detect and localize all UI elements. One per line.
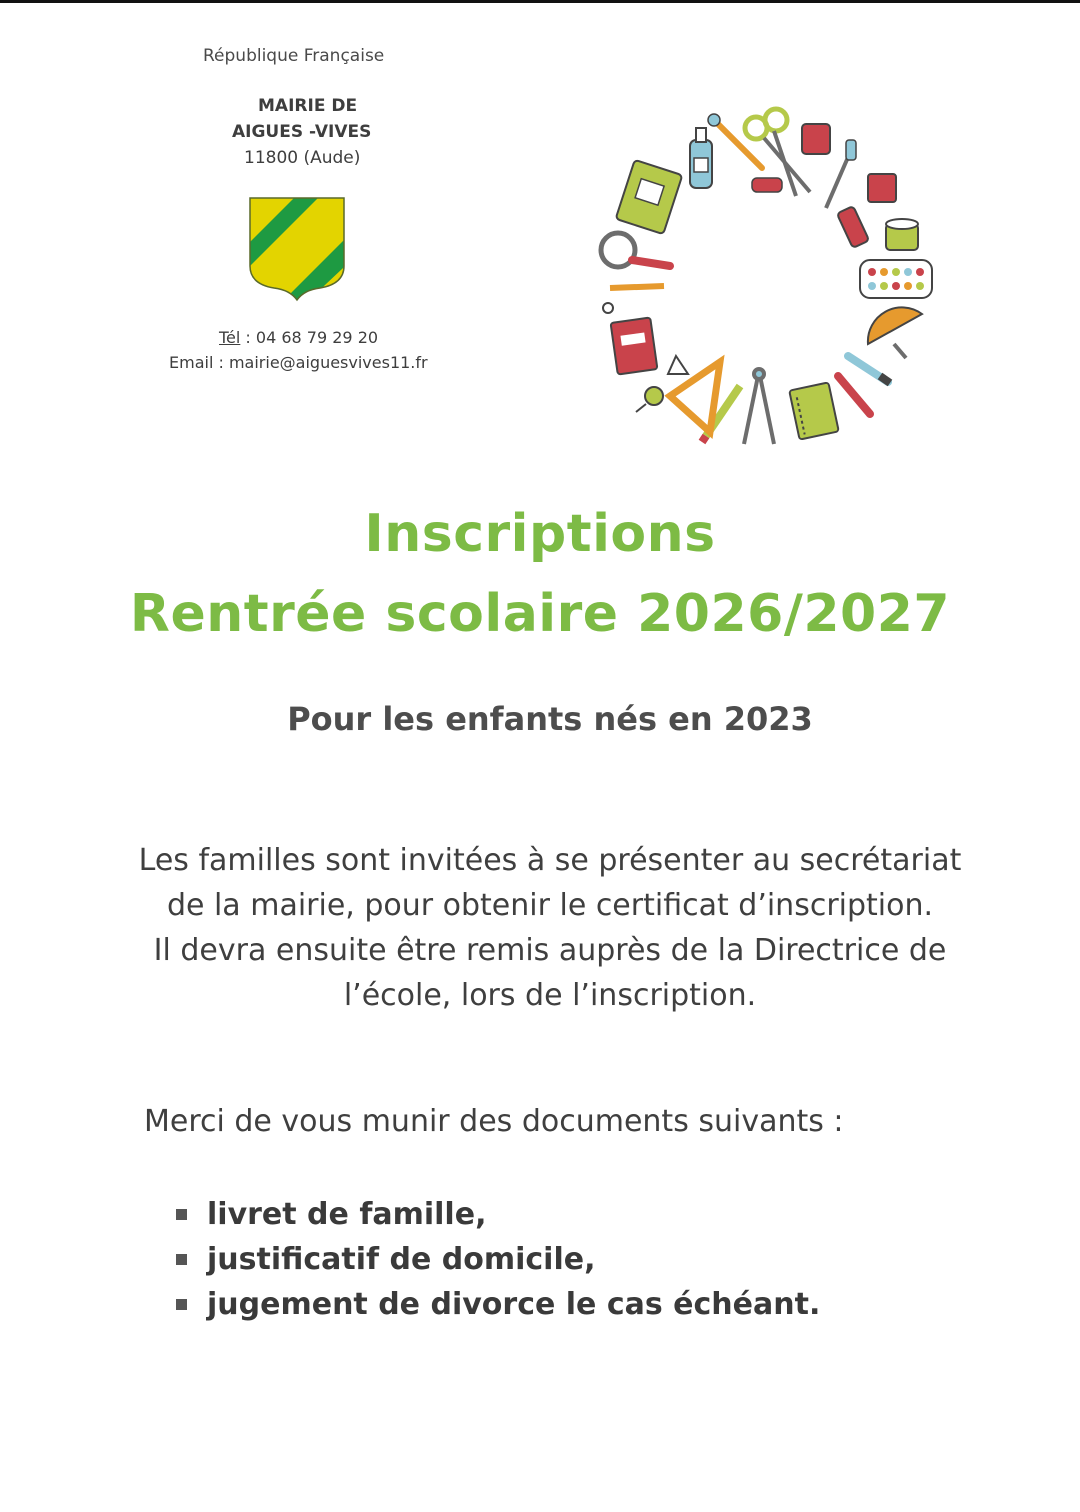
compass-icon [744, 369, 774, 444]
paperclip-icon [894, 344, 906, 358]
coat-of-arms-icon [248, 196, 346, 302]
glue-icon [690, 128, 712, 188]
body-paragraph [0, 838, 1080, 1018]
pin-icon [603, 303, 613, 313]
eraser-icon [802, 124, 830, 154]
republic-label: République Française [203, 46, 385, 66]
top-border [0, 0, 1080, 3]
list-item [176, 1192, 820, 1237]
protractor-icon [868, 307, 922, 344]
documents-list [176, 1192, 820, 1327]
notebook-icon [789, 382, 839, 439]
paint-jar-icon [886, 219, 918, 250]
phone-line [219, 328, 378, 347]
list-item [176, 1282, 820, 1327]
subtitle: Pour les enfants nés en 2023 [287, 700, 813, 738]
school-supplies-ring-icon [588, 100, 948, 460]
body-line-3: Il devra ensuite être remis auprès de la Directrice de [153, 933, 947, 968]
list-item-label: livret de famille, [207, 1197, 487, 1232]
title-line-2: Rentrée scolaire 2026/2027 [129, 584, 951, 644]
chalk-icon [668, 356, 688, 374]
email-line: Email : mairie@aiguesvives11.fr [169, 353, 428, 372]
pushpin-icon [636, 387, 663, 412]
magnifier-icon [601, 233, 670, 267]
sharpener-icon [868, 174, 896, 202]
pen-icon [848, 356, 890, 383]
mairie-line-1: MAIRIE DE [258, 96, 358, 116]
phone-number: : 04 68 79 29 20 [240, 328, 379, 347]
mairie-line-3: 11800 (Aude) [244, 148, 361, 168]
bullet-icon [176, 1254, 187, 1265]
list-item [176, 1237, 820, 1282]
small-eraser-icon [752, 178, 782, 192]
ruler-icon [610, 286, 664, 288]
body-line-2: de la mairie, pour obtenir le certificat d’inscription. [166, 888, 934, 923]
body-line-4: l’école, lors de l’inscription. [343, 978, 757, 1013]
body-line-1: Les familles sont invitées à se présenter au secrétariat [138, 843, 962, 878]
bullet-icon [176, 1299, 187, 1310]
title-line-1: Inscriptions [364, 504, 716, 564]
green-book-icon [616, 160, 683, 234]
list-item-label: justificatif de domicile, [207, 1242, 596, 1277]
list-item-label: jugement de divorce le cas échéant. [207, 1287, 821, 1322]
glue-stick-icon [837, 206, 869, 248]
bullet-icon [176, 1209, 187, 1220]
mairie-line-2: AIGUES -VIVES [232, 122, 372, 142]
book-icon [611, 317, 658, 374]
phone-label: Tél [219, 328, 241, 347]
paint-palette-icon [860, 260, 932, 298]
documents-intro: Merci de vous munir des documents suivants : [144, 1104, 844, 1139]
marker-icon [838, 376, 870, 414]
